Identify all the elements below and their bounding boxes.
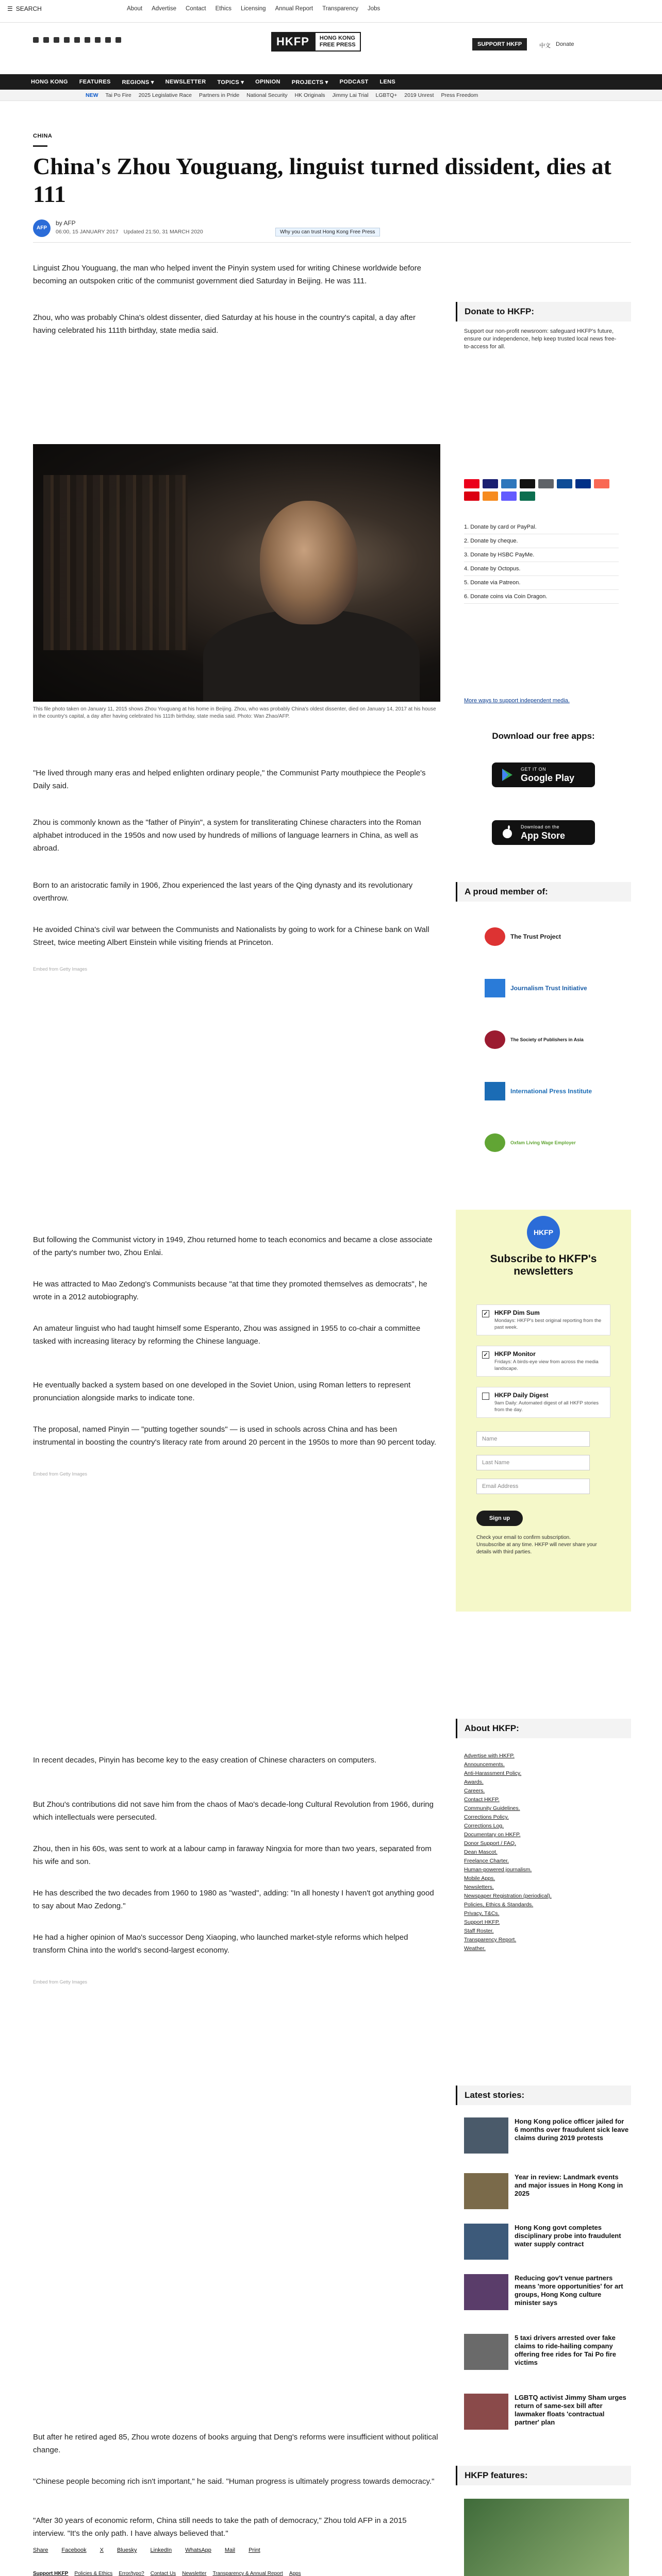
article-paragraph: He eventually backed a system based on one developed in the Soviet Union, using Roman letters to represent pronunciation alongside marks to indicate tone. (33, 1381, 411, 1402)
about-link[interactable]: Careers. (464, 1788, 485, 1794)
story-thumbnail (464, 2224, 508, 2260)
support-links (33, 2571, 301, 2576)
about-link[interactable]: Policies, Ethics & Standards. (464, 1902, 534, 1908)
nav-item[interactable]: REGIONS ▾ (122, 79, 154, 86)
story-thumbnail (464, 2334, 508, 2370)
newsletter-option[interactable]: HKFP Daily Digest 9am Daily: Automated digest of all HKFP stories from the day. (476, 1387, 610, 1418)
top-link[interactable]: Jobs (367, 6, 380, 12)
member-title: A proud member of: (456, 882, 631, 902)
top-link[interactable]: Licensing (240, 6, 266, 12)
social-icons (33, 37, 121, 43)
nav-item[interactable]: FEATURES (79, 79, 111, 85)
article-paragraph: "He lived through many eras and helped enlighten ordinary people," the Communist Party mouthpiece the People's Daily said. (33, 769, 426, 790)
newsletter-title: Subscribe to HKFP's newsletters (490, 1253, 597, 1277)
support-link[interactable]: Policies & Ethics (74, 2571, 113, 2576)
donate-option[interactable]: 6. Donate coins via Coin Dragon. (464, 590, 619, 604)
checkbox-icon[interactable] (482, 1393, 489, 1400)
latest-story[interactable]: LGBTQ activist Jimmy Sham urges return of same-sex bill after lawmaker floats 'contractual partner' plan (464, 2394, 629, 2445)
visa-icon (483, 479, 498, 488)
support-hkfp-button[interactable]: SUPPORT HKFP (472, 38, 527, 50)
article-paragraph: He had a higher opinion of Mao's successor Deng Xiaoping, who launched market-style reforms which helped transform China into the world's second-largest economy. (33, 1933, 408, 1955)
first-name-field[interactable]: Name (476, 1431, 590, 1447)
article-paragraph: But following the Communist victory in 1949, Zhou returned home to teach economics and became a close associate of the party's number two, Zhou Enlai. (33, 1235, 433, 1257)
linkedin-icon[interactable] (85, 37, 90, 43)
support-link[interactable]: Error/typo? (119, 2571, 144, 2576)
share-label[interactable]: Share (33, 2547, 48, 2553)
jti-icon (485, 979, 505, 997)
story-thumbnail (464, 2274, 508, 2310)
support-link[interactable]: Support HKFP (33, 2571, 69, 2576)
jcb-icon (557, 479, 572, 488)
updated-date: Updated 21:50, 31 MARCH 2020 (123, 229, 203, 235)
sidebar-payment-icons (464, 479, 619, 501)
fps-icon (520, 492, 535, 501)
embed-credit[interactable]: Embed from Getty Images (33, 1979, 88, 1985)
article-paragraph: Zhou is commonly known as the "father of Pinyin", a system for transliterating Chinese characters into the Roman alphabet introduced in the 1950s and now used by hundreds of millions of language learners in China, as well as abroad. (33, 818, 421, 853)
chinese-link[interactable]: 中文 (539, 43, 551, 49)
paypal-icon (575, 479, 591, 488)
trust-project-icon (485, 927, 505, 946)
logo-text: HONG KONG FREE PRESS (315, 32, 361, 52)
top-link[interactable]: Advertise (152, 6, 176, 12)
threads-icon[interactable] (64, 37, 70, 43)
portrait-graphic (260, 501, 358, 624)
oxfam-icon (485, 1133, 505, 1152)
ipi-icon (485, 1082, 505, 1100)
article-paragraph: But Zhou's contributions did not save him from the chaos of Mao's decade-long Cultural Revolution from 1966, during which intellectuals were persecuted. (33, 1800, 434, 1822)
share-x[interactable]: X (100, 2547, 104, 2553)
trending-link[interactable]: HK Originals (294, 92, 325, 98)
story-thumbnail (464, 2173, 508, 2209)
category-kicker[interactable]: CHINA (33, 133, 53, 139)
embed-credit[interactable]: Embed from Getty Images (33, 1471, 88, 1477)
newsletter-badge: HKFP (527, 1216, 560, 1249)
top-link[interactable]: Contact (186, 6, 206, 12)
trending-link[interactable]: Press Freedom (441, 92, 478, 98)
byline (33, 218, 631, 237)
story-thumbnail (464, 2117, 508, 2154)
article-photo[interactable] (33, 444, 440, 702)
nav-item[interactable]: PROJECTS ▾ (291, 79, 328, 86)
about-link[interactable]: Newsletters. (464, 1884, 494, 1890)
latest-story[interactable]: 5 taxi drivers arrested over fake claims to ride-hailing company offering free rides for Tai Po fire victims (464, 2334, 629, 2385)
mastercard-icon (464, 479, 479, 488)
about-link[interactable]: Documentary on HKFP. (464, 1832, 521, 1838)
amex-icon (501, 479, 517, 488)
article-paragraph: But after he retired aged 85, Zhou wrote dozens of books arguing that Deng's reforms were insufficient without political change. (33, 2433, 438, 2454)
trust-link[interactable]: Why you can trust Hong Kong Free Press (275, 228, 380, 236)
feature-image (464, 2499, 629, 2576)
top-bar (0, 0, 662, 23)
share-mail[interactable]: Mail (224, 2547, 236, 2553)
more-ways-link[interactable]: More ways to support independent media. (464, 698, 570, 704)
article-paragraph: "After 30 years of economic reform, China still needs to take the path of democracy," Zhou told AFP in a 2015 interview. "It's the only path. I have always believed that." (33, 2516, 407, 2538)
latest-story[interactable]: Hong Kong govt completes disciplinary probe into fraudulent water supply contract (464, 2224, 629, 2275)
about-link[interactable]: Donor Support / FAQ. (464, 1840, 516, 1846)
divider (33, 242, 631, 243)
newsletter-option[interactable]: ✓ HKFP Dim Sum Mondays: HKFP's best original reporting from the past week. (476, 1304, 610, 1335)
publish-dates (56, 229, 203, 235)
nav-item[interactable]: HONG KONG (31, 79, 68, 85)
features-title: HKFP features: (456, 2466, 631, 2485)
about-link[interactable]: Corrections Log. (464, 1823, 504, 1829)
published-date: 06:00, 15 JANUARY 2017 (56, 229, 119, 235)
email-field[interactable]: Email Address (476, 1479, 590, 1494)
share-bluesky[interactable]: Bluesky (117, 2547, 137, 2553)
article-paragraph: He has described the two decades from 1960 to 1980 as "wasted", adding: "In all honesty I haven't got anything good to say about Mao Zedong." (33, 1889, 434, 1910)
about-link[interactable]: Freelance Charter. (464, 1858, 509, 1864)
donate-link[interactable]: Donate (556, 41, 574, 47)
latest-story[interactable]: Year in review: Landmark events and major issues in Hong Kong in 2025 (464, 2173, 629, 2225)
story-thumbnail (464, 2394, 508, 2430)
site-logo[interactable] (271, 32, 361, 52)
nav-item[interactable]: LENS (379, 79, 396, 85)
logo-mark: HKFP (271, 32, 315, 52)
top-link[interactable]: About (127, 6, 143, 12)
trending-link[interactable]: National Security (246, 92, 288, 98)
octopus-icon (483, 492, 498, 501)
trending-link[interactable]: Partners in Pride (199, 92, 240, 98)
trending-link[interactable]: Tai Po Fire (105, 92, 131, 98)
support-link[interactable]: Newsletter (182, 2571, 207, 2576)
about-link[interactable]: Support HKFP. (464, 1919, 500, 1925)
about-link[interactable]: Awards. (464, 1779, 484, 1785)
sidebar-google-play[interactable]: GET IT ON Google Play (492, 762, 595, 787)
payme-icon (464, 492, 479, 501)
trending-bar (0, 90, 662, 101)
nav-item[interactable]: TOPICS ▾ (217, 79, 244, 86)
applepay-icon (520, 479, 535, 488)
support-link[interactable]: Transparency & Annual Report (212, 2571, 283, 2576)
author-name[interactable]: by AFP (56, 219, 76, 227)
top-link[interactable]: Transparency (322, 6, 358, 12)
nav-item[interactable]: PODCAST (339, 79, 369, 85)
article-paragraph: He was attracted to Mao Zedong's Communists because "at that time they promoted themselves as democrats", he wrote in a 2012 autobiography. (33, 1280, 427, 1301)
sidebar-donate-title: Donate to HKFP: (456, 302, 631, 321)
embed-credit[interactable]: Embed from Getty Images (33, 967, 88, 972)
share-bar (33, 2547, 260, 2553)
sopa-icon (485, 1030, 505, 1049)
sidebar-app-store[interactable]: Download on the App Store (492, 820, 595, 845)
about-link[interactable]: Community Guidelines. (464, 1805, 520, 1811)
feature-story[interactable] (464, 2499, 629, 2576)
top-link[interactable]: Annual Report (275, 6, 313, 12)
article-paragraph: Zhou, who was probably China's oldest dissenter, died Saturday at his house in the country's capital, a day after having celebrated his 111th birthday, state media said. (33, 313, 416, 335)
about-links (464, 1752, 619, 1953)
member-jti[interactable]: Journalism Trust Initiative (485, 979, 619, 997)
nav-item[interactable]: OPINION (255, 79, 280, 85)
article-paragraph: Born to an aristocratic family in 1906, Zhou experienced the last years of the Qing dynasty and its revolutionary overthrow. (33, 881, 413, 903)
about-link[interactable]: Newspaper Registration (periodical). (464, 1893, 552, 1899)
member-trust-project[interactable]: The Trust Project (485, 927, 619, 946)
latest-story[interactable]: Hong Kong police officer jailed for 6 months over fraudulent sick leave claims during 2019 protests (464, 2117, 629, 2169)
share-linkedin[interactable]: LinkedIn (150, 2547, 172, 2553)
instagram-icon[interactable] (54, 37, 59, 43)
donate-option[interactable]: 1. Donate by card or PayPal. (464, 520, 619, 534)
latest-story[interactable]: Reducing gov't venue partners means 'more opportunities' for art groups, Hong Kong culture minister says (464, 2274, 629, 2326)
about-link[interactable]: Privacy, T&Cs. (464, 1910, 500, 1917)
bookshelf-graphic (43, 475, 188, 650)
signup-button[interactable]: Sign up (476, 1511, 523, 1526)
last-name-field[interactable]: Last Name (476, 1455, 590, 1470)
photo-caption: This file photo taken on January 11, 2015 shows Zhou Youguang at his home in Beijing. Zhou, who was probably China's oldest dissenter, died on January 14, 2017 at his house in the country's capital, a day after having celebrated his 111th birthday, state media said. Photo: Wan Zhao/AFP. (33, 706, 436, 719)
trending-link[interactable]: Jimmy Lai Trial (332, 92, 369, 98)
top-links (127, 6, 380, 12)
member-sopa[interactable]: The Society of Publishers in Asia (485, 1030, 619, 1049)
member-oxfam[interactable]: Oxfam Living Wage Employer (485, 1133, 619, 1152)
page-title: China's Zhou Youguang, linguist turned dissident, dies at 111 (33, 153, 611, 207)
checkbox-checked-icon[interactable]: ✓ (482, 1351, 489, 1359)
trending-label: NEW (86, 92, 98, 98)
language-links (539, 41, 574, 49)
article-paragraph: "Chinese people becoming rich isn't important," he said. "Human progress is ultimately progress towards democracy." (33, 2477, 435, 2486)
mail-icon[interactable] (115, 37, 121, 43)
member-ipi[interactable]: International Press Institute (485, 1082, 619, 1100)
about-link[interactable]: Weather. (464, 1945, 486, 1952)
about-link[interactable]: Corrections Policy. (464, 1814, 509, 1820)
newsletter-signup (456, 1210, 631, 1612)
donate-option[interactable]: 3. Donate by HSBC PayMe. (464, 548, 619, 562)
support-link[interactable]: Apps (289, 2571, 301, 2576)
trending-link[interactable]: 2019 Unrest (404, 92, 434, 98)
article-paragraph: An amateur linguist who had taught himself some Esperanto, Zhou was assigned in 1955 to co-chair a committee tasked with increasing literacy by reforming the Chinese language. (33, 1324, 421, 1346)
about-link[interactable]: Dean Mascot. (464, 1849, 498, 1855)
newsletter-note: Check your email to confirm subscription. Unsubscribe at any time. HKFP will never share your details with third parties. (476, 1535, 597, 1555)
about-link[interactable]: Staff Roster. (464, 1928, 494, 1934)
share-print[interactable]: Print (249, 2547, 260, 2553)
newsletter-option[interactable]: ✓ HKFP Monitor Fridays: A birds-eye view from across the media landscape. (476, 1346, 610, 1377)
share-whatsapp[interactable]: WhatsApp (185, 2547, 211, 2553)
telegram-icon[interactable] (105, 37, 111, 43)
search-label: SEARCH (15, 5, 42, 12)
checkbox-checked-icon[interactable]: ✓ (482, 1310, 489, 1317)
trending-link[interactable]: 2025 Legislative Race (138, 92, 192, 98)
latest-title: Latest stories: (456, 2086, 631, 2105)
about-link[interactable]: Advertise with HKFP. (464, 1753, 515, 1759)
search-toggle[interactable] (7, 5, 42, 12)
stripe-icon (501, 492, 517, 501)
nav-item[interactable]: NEWSLETTER (165, 79, 206, 85)
donate-intro[interactable]: Support our non-profit newsroom: safeguard HKFP's future, ensure our independence, help keep trusted local news free-to-access for all. (464, 328, 617, 350)
main-nav (0, 74, 662, 90)
top-link[interactable]: Ethics (215, 6, 231, 12)
article-paragraph: The proposal, named Pinyin — "putting together sounds" — is used in schools across China and has been instrumental in boosting the country's literacy rate from around 20 percent in the 1950s to more than 90 percent today. (33, 1425, 437, 1447)
about-link[interactable]: Announcements. (464, 1761, 505, 1768)
googlepay-icon (538, 479, 554, 488)
donate-option[interactable]: 2. Donate by cheque. (464, 534, 619, 548)
donate-option[interactable]: 5. Donate via Patreon. (464, 576, 619, 590)
facebook-icon[interactable] (33, 37, 39, 43)
support-link[interactable]: Contact Us (150, 2571, 176, 2576)
article-paragraph: Zhou, then in his 60s, was sent to work at a labour camp in faraway Ningxia for more than two years, separated from his wife and son. (33, 1844, 432, 1866)
article-paragraph: He avoided China's civil war between the Communists and Nationalists by going to work for a Chinese bank on Wall Street, twice meeting Albert Einstein while visiting friends at Princeton. (33, 925, 429, 947)
kicker-rule (33, 145, 47, 147)
author-avatar[interactable]: AFP (33, 219, 51, 237)
apple-icon (500, 825, 515, 840)
donate-options (464, 520, 619, 604)
about-link[interactable]: Contact HKFP. (464, 1797, 500, 1803)
about-link[interactable]: Human-powered journalism. (464, 1867, 532, 1873)
google-play-icon (500, 768, 515, 782)
menu-icon: ☰ (7, 5, 13, 12)
x-icon[interactable] (43, 37, 49, 43)
apps-title: Download our free apps: (456, 726, 631, 746)
about-link[interactable]: Transparency Report. (464, 1937, 517, 1943)
trending-link[interactable]: LGBTQ+ (375, 92, 398, 98)
bluesky-icon[interactable] (95, 37, 101, 43)
youtube-icon[interactable] (74, 37, 80, 43)
about-link[interactable]: Mobile Apps. (464, 1875, 495, 1882)
about-link[interactable]: Anti-Harassment Policy. (464, 1770, 522, 1776)
donate-option[interactable]: 4. Donate by Octopus. (464, 562, 619, 576)
article-paragraph: In recent decades, Pinyin has become key to the easy creation of Chinese characters on computers. (33, 1756, 377, 1765)
patreon-icon (594, 479, 609, 488)
about-title: About HKFP: (456, 1719, 631, 1738)
article-paragraph: Linguist Zhou Youguang, the man who helped invent the Pinyin system used for writing Chinese worldwide before becoming an outspoken critic of the communist government died Saturday in Beijing. He was 111. (33, 264, 421, 285)
share-facebook[interactable]: Facebook (61, 2547, 87, 2553)
